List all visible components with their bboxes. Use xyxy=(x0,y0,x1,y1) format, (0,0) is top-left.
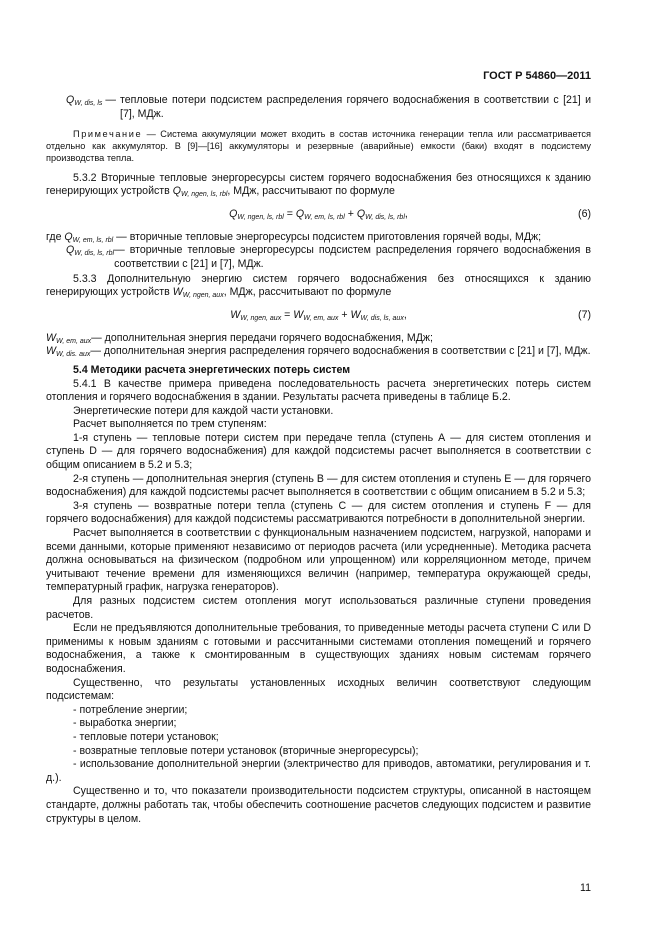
formula-7-number: (7) xyxy=(578,308,591,321)
paragraph-5-3-2: 5.3.2 Вторичные тепловые энергоресурсы систем горячего водоснабжения без относящихся к зданию генерирующих устройств $Q_{W, ngen, ls, rbl}$, МДж, рассчитывают по формуле xyxy=(46,171,591,199)
body-paragraph: 1-я ступень — тепловые потери систем при передаче тепла (ступень А — для систем отопления и ступень D — для горячего водоснабжения) для каждой подсистемы расчет выполняется в соответствии с общим описанием в 5.2 и 5.3; xyxy=(46,431,591,472)
body-paragraph: Расчет выполняется в соответствии с функциональным назначением подсистем, нагрузкой, напорами и всеми данными, которые применяют независимо от периодов расчета (или усредненные). Методика расчета должна основываться на физическом (подробном или упрощенном) или корреляционном методе, причем учитывают течение времени для изменяющихся величин (например, температура окружающей среды, температурный график, нагрузка генераторов). xyxy=(46,527,591,594)
list-item: - выработка энергии; xyxy=(73,717,177,730)
list-item: - потребление энергии; xyxy=(73,703,188,716)
list-item: - возвратные тепловые потери установок (вторичные энергоресурсы); xyxy=(73,744,419,757)
body-paragraph: Существенно, что результаты установленных исходных величин соответствуют следующим подсистемам: xyxy=(46,676,591,703)
note-label: Примечание xyxy=(73,129,143,140)
legend-symbol: $Q_{W, dis, ls}$ — xyxy=(66,94,116,107)
final-paragraph: Существенно и то, что показатели производительности подсистем структуры, описанной в настоящем стандарте, должны работать так, чтобы обеспечить соотношение расчетов следующих подсистем и развитие структуры в целом. xyxy=(46,785,591,825)
list-item: - использование дополнительной энергии (электричество для приводов, автоматики, регулирования и т. д.). xyxy=(46,758,591,784)
where-7-line-1: $W_{W, em, aux}$ — дополнительная энергия передачи горячего водоснабжения, МДж; xyxy=(46,331,433,345)
formula-7 xyxy=(46,306,591,328)
formula-6 xyxy=(46,205,591,227)
note xyxy=(46,129,591,164)
legend-description: тепловые потери подсистем распределения горячего водоснабжения в соответствии с [21] и [7], МДж. xyxy=(120,94,591,120)
body-paragraph: Если не предъявляются дополнительные требования, то приведенные методы расчета ступени С или D применимы к новым зданиям с готовыми и рассчитанными системами отопления помещений и горячего водоснабжения, а также к смонтированным в существующих зданиях новым системам горячего водоснабжения. xyxy=(46,622,591,675)
document-id: ГОСТ Р 54860—2011 xyxy=(483,70,591,82)
page-number: 11 xyxy=(580,882,591,894)
legend-q-dis-ls xyxy=(46,94,591,121)
subsystem-list xyxy=(46,704,591,758)
paragraph-5-3-3: 5.3.3 Дополнительную энергию систем горячего водоснабжения без относящихся к зданию генерирующих устройств $W_{W, ngen, aux}$, МДж, рассчитывают по формуле xyxy=(46,272,591,300)
body-paragraph: Для разных подсистем систем отопления могут использоваться различные ступени проведения расчетов. xyxy=(46,595,591,621)
body-paragraph: 2-я ступень — дополнительная энергия (ступень В — для систем отопления и ступень Е — для горячего водоснабжения) для каждой подсистемы расчет выполняется в соответствии с общим описанием в 5.2 и 5.3; xyxy=(46,472,591,499)
where-6-line-2: $Q_{W, dis, ls, rbl}$ — вторичные тепловые энергоресурсы подсистем распределения горячего водоснабжения в соответствии с [21] и [7], МДж. xyxy=(66,244,591,270)
where-7-line-2: $W_{W, dis. aux}$ — дополнительная энергия распределения горячего водоснабжения в соответствии с [21] и [7], МДж. xyxy=(46,345,591,359)
list-item: - тепловые потери установок; xyxy=(73,730,219,743)
formula-6-expression: $Q_{W, ngen, ls, rbl} = Q_{W, em, ls, rbl} + Q_{W, dis, ls, rbl}$, xyxy=(229,207,408,221)
section-title-5-4: 5.4 Методики расчета энергетических потерь систем xyxy=(73,363,351,376)
formula-6-number: (6) xyxy=(578,207,591,220)
body-paragraph: Энергетические потери для каждой части установки. xyxy=(73,404,334,417)
page-content xyxy=(46,94,591,826)
body-paragraph: Расчет выполняется по трем ступеням: xyxy=(73,418,267,431)
where-6-line-1: где $Q_{W, em, ls, rbl}$ — вторичные тепловые энергоресурсы подсистем приготовления горячей воды, МДж; xyxy=(46,230,542,244)
body-paragraph: 5.4.1 В качестве примера приведена последовательность расчета энергетических потерь систем отопления и горячего водоснабжения в здании. Результаты расчета приведены в таблице Б.2. xyxy=(46,377,591,404)
formula-7-expression: $W_{W, ngen, aux} = W_{W, em, aux} + W_{W, dis, ls, aux}$, xyxy=(230,308,407,322)
body-paragraph: 3-я ступень — возвратные потери тепла (ступень С — для систем отопления и ступень F — для горячего водоснабжения) для каждой подсистемы рассматриваются потребности в дополнительной энергии. xyxy=(46,499,591,526)
note-text: — Система аккумуляции может входить в состав источника генерации тепла или рассматривается отдельно как аккумулятор. В [9]—[16] аккумуляторы и резервные (аварийные) емкости (баки) входят в подсистему производства тепла. xyxy=(46,129,591,163)
